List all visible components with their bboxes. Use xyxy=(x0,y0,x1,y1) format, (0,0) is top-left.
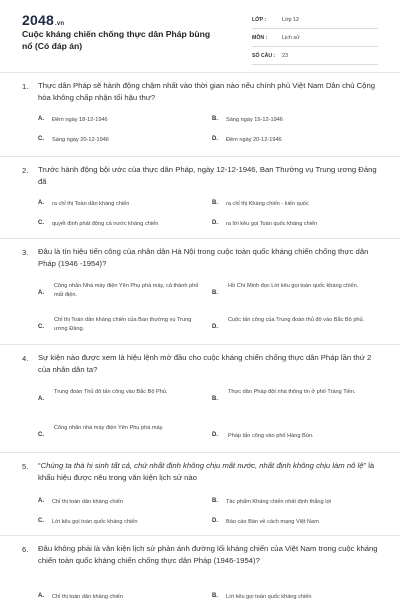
document-header xyxy=(0,0,400,70)
header-divider xyxy=(0,72,400,73)
question-divider xyxy=(0,344,400,345)
meta-class: LỚP : Lớp 12 xyxy=(252,14,378,29)
site-logo[interactable]: 2048.vn xyxy=(22,12,65,28)
option-a[interactable]: Trung đoàn Thủ đô tấn công vào Bắc Bộ Phủ. xyxy=(54,389,168,395)
option-c[interactable]: Sáng ngày 20-12-1946 xyxy=(52,137,109,143)
option-a[interactable]: Chỉ thị toàn dân kháng chiến xyxy=(52,594,123,600)
document-meta xyxy=(252,14,378,68)
question-divider xyxy=(0,535,400,536)
option-b[interactable]: Hồ Chí Minh đọc Lời kêu gọi toàn quốc kháng chiến. xyxy=(228,283,359,289)
option-a[interactable]: Chỉ thị toàn dân kháng chiến xyxy=(52,499,123,505)
option-c[interactable]: quyết định phát động cả nước kháng chiến xyxy=(52,221,159,227)
option-c[interactable]: Công nhân nhà máy điện Yên Phụ phá máy. xyxy=(54,425,164,431)
option-d[interactable]: Pháp tấn công vào phố Hàng Bún. xyxy=(228,433,314,439)
option-b[interactable]: Tác phẩm Kháng chiến nhất định thắng lợi xyxy=(226,499,332,505)
option-a[interactable]: ra chỉ thị Toàn dân kháng chiến xyxy=(52,201,130,207)
option-a[interactable]: Công nhân Nhà máy điện Yên Phụ phá máy, cả thành phố mất điện. xyxy=(54,283,199,298)
option-d[interactable]: Cuộc tấn công của Trung đoàn thủ đô vào Bắc Bộ phủ. xyxy=(228,317,365,323)
document-title: Cuộc kháng chiến chống thực dân Pháp bùng nổ (Có đáp án) xyxy=(22,29,211,51)
option-c[interactable]: Lời kêu gọi toàn quốc kháng chiến xyxy=(52,519,138,525)
question-divider xyxy=(0,156,400,157)
option-d[interactable]: Đêm ngày 20-12-1946 xyxy=(226,137,282,143)
question-divider xyxy=(0,238,400,239)
option-b[interactable]: Thực dân Pháp đột nhà thông tin ở phố Tràng Tiền. xyxy=(228,389,356,395)
meta-subject: MÔN : Lịch sử xyxy=(252,32,378,47)
option-d[interactable]: ra lời kêu gọi Toàn quốc kháng chiến xyxy=(226,221,318,227)
option-a[interactable]: Đêm ngày 18-12-1946 xyxy=(52,117,108,123)
meta-question-count: SỐ CÂU : 23 xyxy=(252,50,378,65)
question-divider xyxy=(0,452,400,453)
option-b[interactable]: Sáng ngày 19-12-1946 xyxy=(226,117,283,123)
document-page: 2048.vn Cuộc kháng chiến chống thực dân Pháp bùng nổ (Có đáp án) LỚP : Lớp 12 MÔN : Lịch sử SỐ CÂU : 23 1. Thực dân Pháp sẽ hành động chậm nhất vào thời gian nào nếu chính phủ Việt Nam Dân chủ Cộng hòa không chấp nhận tối hậu thư? A. Đêm ngày 18-12-1946 B. Sáng ngày 19-12-1946 C. Sáng ngày 20-12-1946 D. Đêm ngày 20-12-1946 2. Trước hành động bội ước của thực dân Pháp, ngày 12-12-1946, Ban Thường vụ Trung ương Đảng đã A. ra chỉ thị Toàn dân kháng chiến B. ra chỉ thị Kháng chiến - kiến quốc C. quyết định phát động cả nước kháng chiến D. ra lời kêu gọi Toàn quốc kháng chiến 3. Đâu là tín hiệu tiến công của nhân dân Hà Nội trong cuộc toàn quốc kháng chiến chống thực dân Pháp (1946 -1954)? A. Công nhân Nhà máy điện Yên Phụ phá máy, cả thành phố mất điện. B. Hồ Chí Minh đọc Lời kêu gọi toàn quốc kháng chiến. C. Chỉ thị Toàn dân kháng chiến của Ban thường vụ Trung ương Đảng. D. Cuộc tấn công của Trung đoàn thủ đô vào Bắc Bộ phủ. 4. Sự kiện nào được xem là hiệu lệnh mở đầu cho cuộc kháng chiến chống thực dân Pháp lần thứ 2 của nhân dân ta? A. Trung đoàn Thủ đô tấn công vào Bắc Bộ Phủ. B. Thực dân Pháp đột nhà thông tin ở phố Tràng Tiền. C. Công nhân nhà máy điện Yên Phụ phá máy. D. Pháp tấn công vào phố Hàng Bún. 5. “Chúng ta thà hi sinh tất cả, chứ nhất định không chịu mất nước, nhất định không chịu làm nô lệ” là khẩu hiệu được nêu trong văn kiện lịch sử nào A. Chỉ thị toàn dân kháng chiến B. Tác phẩm Kháng chiến nhất định thắng lợi C. Lời kêu gọi toàn quốc kháng chiến D. Báo cáo Bàn về cách mạng Việt Nam 6. Đâu không phải là văn kiện lịch sử phản ánh đường lối kháng chiến của Việt Nam trong cuộc kháng chiến toàn quốc kháng chiến chống thực dân Pháp (1946-1954)? A. Chỉ thị toàn dân kháng chiến B. Lời kêu gọi toàn quốc kháng chiến xyxy=(0,0,400,600)
option-b[interactable]: ra chỉ thị Kháng chiến - kiến quốc xyxy=(226,201,309,207)
option-b[interactable]: Lời kêu gọi toàn quốc kháng chiến xyxy=(226,594,312,600)
option-d[interactable]: Báo cáo Bàn về cách mạng Việt Nam xyxy=(226,519,319,525)
question-5-text: “Chúng ta thà hi sinh tất cả, chứ nhất định không chịu mất nước, nhất định không chịu làm nô lệ” là khẩu hiệu được nêu trong văn kiện lịch sử nào xyxy=(38,461,375,482)
option-c[interactable]: Chỉ thị Toàn dân kháng chiến của Ban thường vụ Trung ương Đảng. xyxy=(54,317,192,332)
